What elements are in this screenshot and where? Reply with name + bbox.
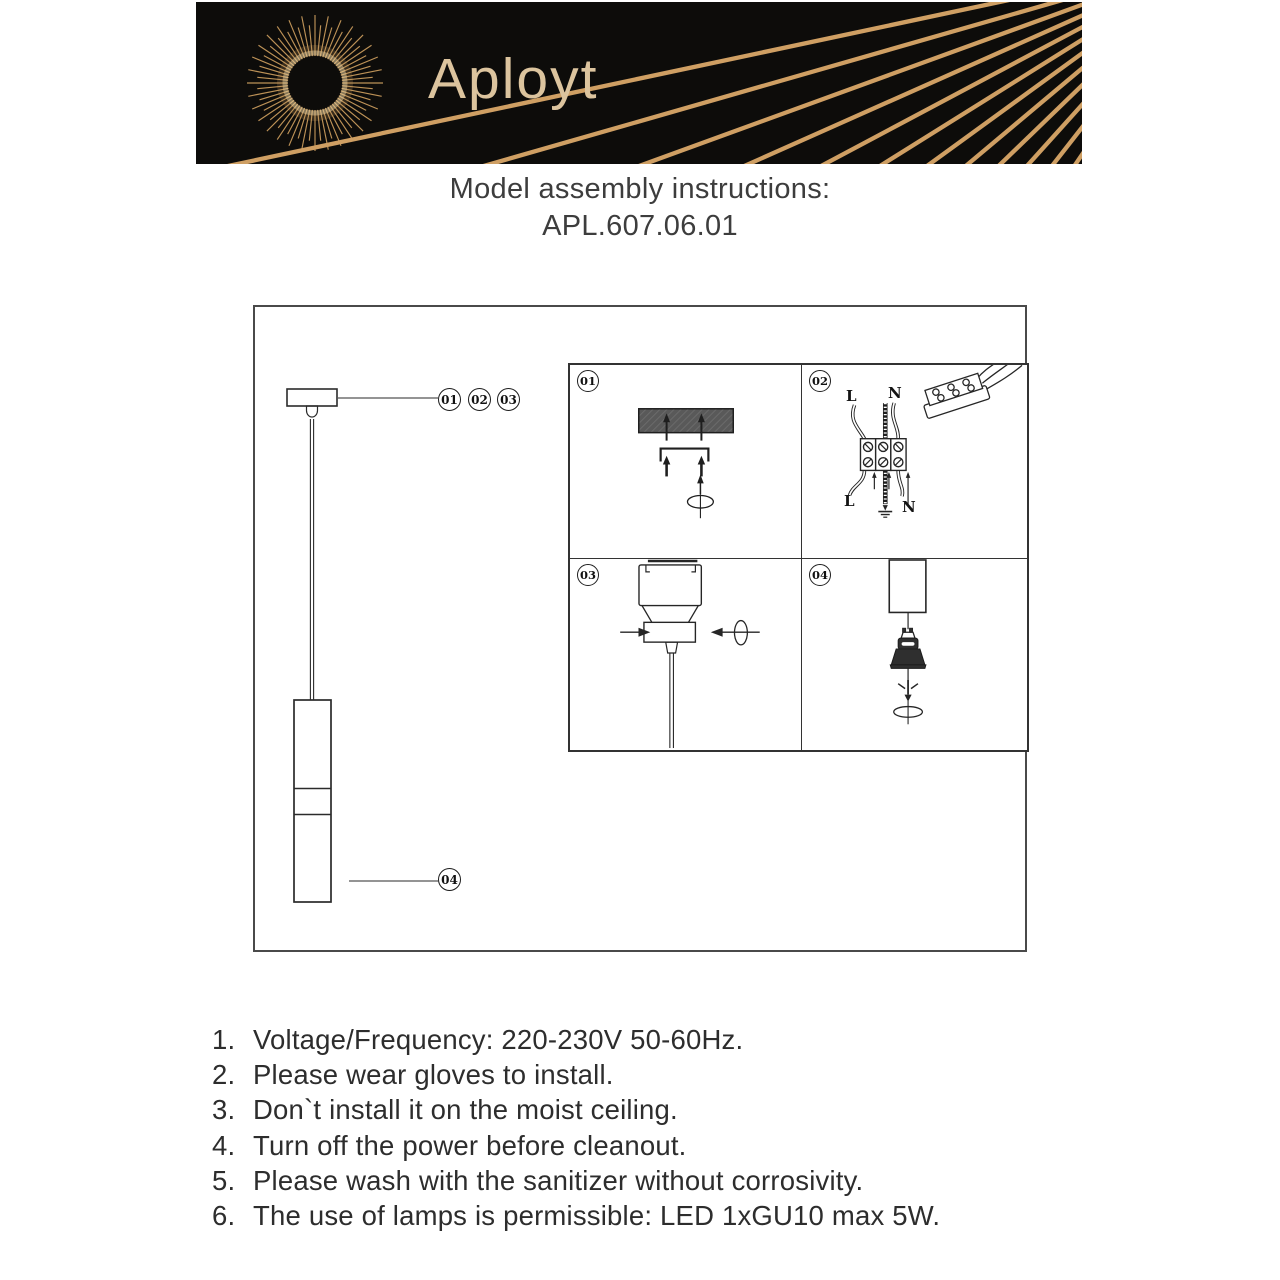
step-04-label: 04 [809, 564, 831, 586]
item-text: Please wear gloves to install. [253, 1059, 614, 1091]
item-text: Voltage/Frequency: 220-230V 50-60Hz. [253, 1024, 744, 1055]
item-text: The use of lamps is permissible: LED 1xGU10 max 5W. [253, 1200, 941, 1232]
item-number: 2. [212, 1059, 236, 1091]
step-01-label: 01 [577, 370, 599, 392]
step-panel-02 [802, 365, 1027, 559]
step-01-drawing [570, 365, 801, 558]
callout-02: 02 [468, 388, 491, 411]
item-text: Turn off the power before cleanout. [253, 1129, 687, 1161]
list-item [212, 1057, 1112, 1092]
wire-label-neutral-bottom: N [902, 498, 916, 516]
step-03-label: 03 [577, 564, 599, 586]
sunburst-logo-icon [247, 15, 383, 151]
step-04-drawing [802, 559, 1027, 750]
step-03-drawing [570, 559, 801, 750]
page-title: Model assembly instructions: [449, 173, 831, 205]
callout-03: 03 [497, 388, 520, 411]
step-panel-01 [570, 365, 802, 559]
item-number: 6. [212, 1200, 236, 1232]
brand-banner [196, 2, 1082, 164]
instructions-list [212, 1022, 1112, 1233]
list-item [212, 1022, 1112, 1057]
step-02-label: 02 [809, 370, 831, 392]
step-panel-03 [570, 559, 802, 750]
step-02-drawing [802, 365, 1027, 558]
list-item [212, 1092, 1112, 1127]
step-panel-04 [802, 559, 1027, 750]
banner-art [196, 2, 1082, 164]
item-number: 3. [212, 1094, 236, 1126]
item-number: 4. [212, 1129, 236, 1161]
brand-name: Aployt [428, 47, 599, 111]
wire-label-live-bottom: L [844, 492, 855, 510]
item-number: 1. [212, 1024, 236, 1055]
model-number: APL.607.06.01 [542, 210, 738, 242]
callout-04: 04 [438, 868, 461, 891]
wire-label-neutral-top: N [888, 384, 902, 402]
callout-01: 01 [438, 388, 461, 411]
list-item [212, 1198, 1112, 1233]
item-text: Please wash with the sanitizer without corrosivity. [253, 1164, 864, 1196]
list-item [212, 1128, 1112, 1163]
item-text: Don`t install it on the moist ceiling. [253, 1094, 678, 1126]
item-number: 5. [212, 1164, 236, 1196]
list-item [212, 1163, 1112, 1198]
assembly-steps-grid [568, 363, 1029, 752]
wire-label-live-top: L [846, 387, 857, 405]
assembly-diagram [253, 305, 1027, 952]
